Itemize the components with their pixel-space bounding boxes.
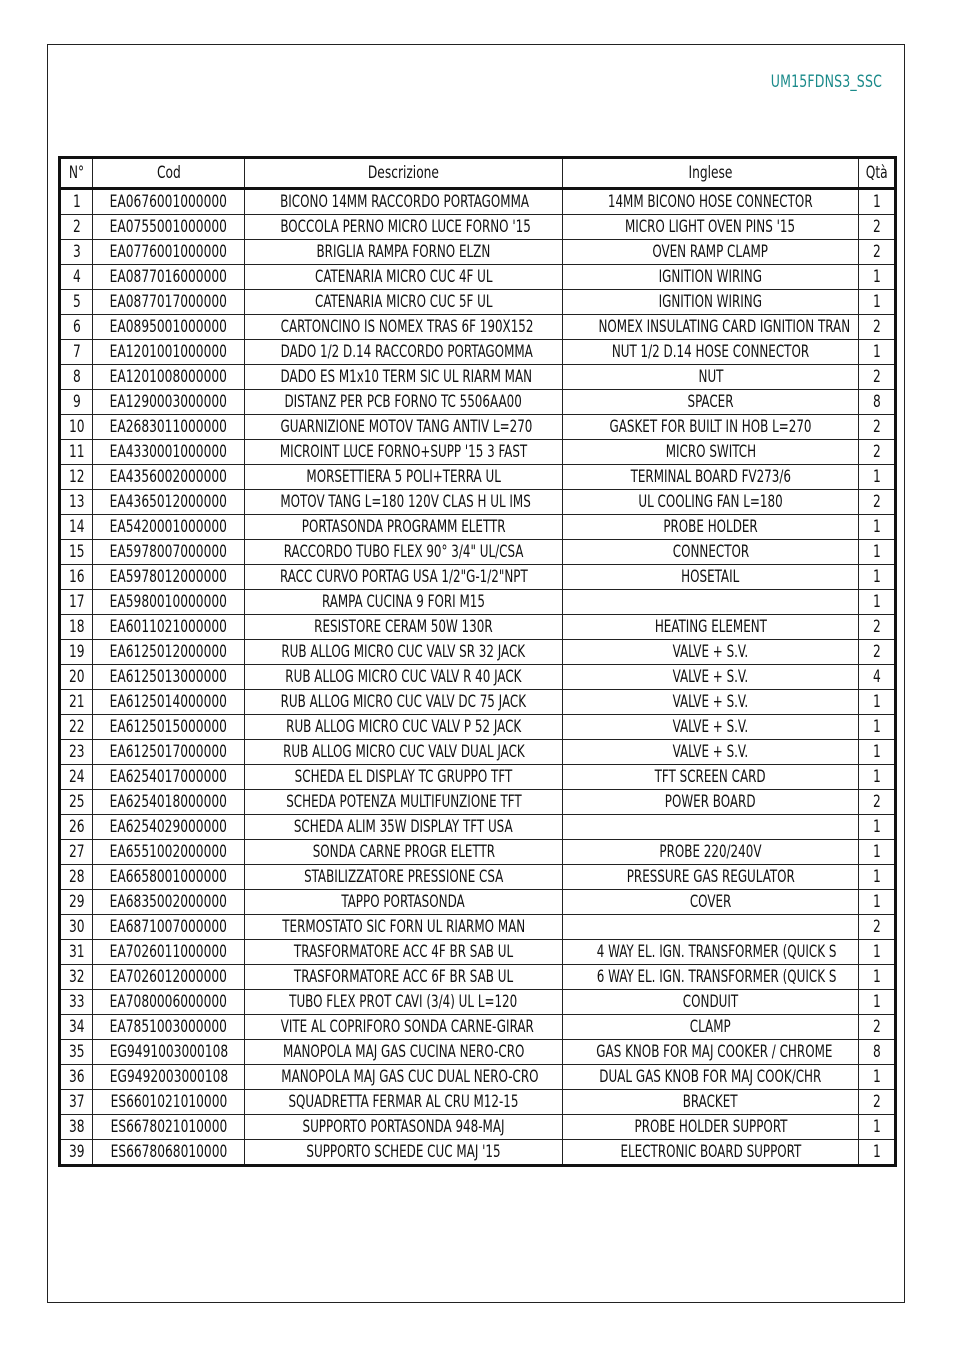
cell-code: EA5978007000000 <box>93 540 245 565</box>
cell-description: MOTOV TANG L=180 120V CLAS H UL IMS <box>245 490 563 515</box>
cell-code: EA6254029000000 <box>93 815 245 840</box>
table-row <box>60 740 896 765</box>
table-row <box>60 640 896 665</box>
cell-code: EA4365012000000 <box>93 490 245 515</box>
cell-code: EA6011021000000 <box>93 615 245 640</box>
cell-description: TERMOSTATO SIC FORN UL RIARMO MAN <box>245 915 563 940</box>
cell-code: EA7026011000000 <box>93 940 245 965</box>
cell-code: EA0676001000000 <box>93 189 245 215</box>
document-code: UM15FDNS3_SSC <box>770 72 882 92</box>
table-row <box>60 790 896 815</box>
table-row <box>60 490 896 515</box>
cell-number: 1 <box>60 189 93 215</box>
cell-description: SCHEDA EL DISPLAY TC GRUPPO TFT <box>245 765 563 790</box>
table-row <box>60 915 896 940</box>
cell-description: DADO 1/2 D.14 RACCORDO PORTAGOMMA <box>245 340 563 365</box>
cell-number: 8 <box>60 365 93 390</box>
cell-number: 22 <box>60 715 93 740</box>
cell-code: EA7026012000000 <box>93 965 245 990</box>
cell-english <box>563 590 859 615</box>
table-row <box>60 415 896 440</box>
cell-code: ES6678068010000 <box>93 1140 245 1166</box>
cell-quantity: 2 <box>859 415 896 440</box>
cell-code: EA6658001000000 <box>93 865 245 890</box>
header-number: N° <box>60 158 93 189</box>
cell-description: CARTONCINO IS NOMEX TRAS 6F 190X152 <box>245 315 563 340</box>
cell-quantity: 2 <box>859 240 896 265</box>
cell-english: GASKET FOR BUILT IN HOB L=270 <box>563 415 859 440</box>
cell-number: 15 <box>60 540 93 565</box>
cell-number: 35 <box>60 1040 93 1065</box>
table-row <box>60 315 896 340</box>
cell-english: VALVE + S.V. <box>563 715 859 740</box>
cell-code: EA2683011000000 <box>93 415 245 440</box>
cell-number: 27 <box>60 840 93 865</box>
cell-description: DISTANZ PER PCB FORNO TC 5506AA00 <box>245 390 563 415</box>
cell-description: TRASFORMATORE ACC 6F BR SAB UL <box>245 965 563 990</box>
cell-quantity: 1 <box>859 815 896 840</box>
cell-english <box>563 815 859 840</box>
cell-english: NUT <box>563 365 859 390</box>
cell-number: 19 <box>60 640 93 665</box>
cell-number: 18 <box>60 615 93 640</box>
cell-english: CONDUIT <box>563 990 859 1015</box>
cell-number: 5 <box>60 290 93 315</box>
table-row <box>60 990 896 1015</box>
cell-description: MORSETTIERA 5 POLI+TERRA UL <box>245 465 563 490</box>
cell-quantity: 1 <box>859 940 896 965</box>
table-row <box>60 715 896 740</box>
cell-quantity: 2 <box>859 915 896 940</box>
cell-quantity: 2 <box>859 365 896 390</box>
table-row <box>60 815 896 840</box>
cell-number: 24 <box>60 765 93 790</box>
cell-code: ES6601021010000 <box>93 1090 245 1115</box>
cell-english: DUAL GAS KNOB FOR MAJ COOK/CHR <box>563 1065 859 1090</box>
cell-description: MICROINT LUCE FORNO+SUPP '15 3 FAST <box>245 440 563 465</box>
cell-code: EA4356002000000 <box>93 465 245 490</box>
table-row <box>60 540 896 565</box>
cell-quantity: 1 <box>859 765 896 790</box>
cell-quantity: 1 <box>859 540 896 565</box>
cell-number: 34 <box>60 1015 93 1040</box>
cell-code: EA5978012000000 <box>93 565 245 590</box>
table-row <box>60 965 896 990</box>
cell-number: 21 <box>60 690 93 715</box>
cell-number: 17 <box>60 590 93 615</box>
cell-english: BRACKET <box>563 1090 859 1115</box>
cell-description: STABILIZZATORE PRESSIONE CSA <box>245 865 563 890</box>
cell-code: EA4330001000000 <box>93 440 245 465</box>
cell-english: PRESSURE GAS REGULATOR <box>563 865 859 890</box>
table-row <box>60 465 896 490</box>
header-description: Descrizione <box>245 158 563 189</box>
table-row <box>60 290 896 315</box>
cell-english: 14MM BICONO HOSE CONNECTOR <box>563 189 859 215</box>
cell-english: VALVE + S.V. <box>563 665 859 690</box>
cell-number: 9 <box>60 390 93 415</box>
cell-english: MICRO SWITCH <box>563 440 859 465</box>
table-row <box>60 440 896 465</box>
table-row <box>60 615 896 640</box>
cell-code: EA6125017000000 <box>93 740 245 765</box>
cell-english: POWER BOARD <box>563 790 859 815</box>
cell-description: TUBO FLEX PROT CAVI (3/4) UL L=120 <box>245 990 563 1015</box>
cell-english: UL COOLING FAN L=180 <box>563 490 859 515</box>
table-header-row <box>60 158 896 189</box>
cell-quantity: 2 <box>859 215 896 240</box>
cell-description: MANOPOLA MAJ GAS CUCINA NERO-CRO <box>245 1040 563 1065</box>
cell-quantity: 1 <box>859 740 896 765</box>
cell-description: RUB ALLOG MICRO CUC VALV R 40 JACK <box>245 665 563 690</box>
cell-number: 32 <box>60 965 93 990</box>
table-row <box>60 1015 896 1040</box>
cell-quantity: 8 <box>859 1040 896 1065</box>
cell-code: EG9492003000108 <box>93 1065 245 1090</box>
cell-number: 39 <box>60 1140 93 1166</box>
cell-english: MICRO LIGHT OVEN PINS '15 <box>563 215 859 240</box>
cell-quantity: 1 <box>859 465 896 490</box>
cell-description: SUPPORTO SCHEDE CUC MAJ '15 <box>245 1140 563 1166</box>
cell-code: EA5980010000000 <box>93 590 245 615</box>
cell-number: 3 <box>60 240 93 265</box>
cell-quantity: 2 <box>859 790 896 815</box>
cell-english: TFT SCREEN CARD <box>563 765 859 790</box>
cell-quantity: 1 <box>859 965 896 990</box>
cell-number: 16 <box>60 565 93 590</box>
table-row <box>60 590 896 615</box>
cell-quantity: 1 <box>859 715 896 740</box>
table-row <box>60 840 896 865</box>
cell-quantity: 4 <box>859 665 896 690</box>
cell-quantity: 2 <box>859 1015 896 1040</box>
cell-quantity: 8 <box>859 390 896 415</box>
table-row <box>60 890 896 915</box>
cell-description: BRIGLIA RAMPA FORNO ELZN <box>245 240 563 265</box>
cell-code: EA5420001000000 <box>93 515 245 540</box>
cell-code: EA6254018000000 <box>93 790 245 815</box>
cell-english: ELECTRONIC BOARD SUPPORT <box>563 1140 859 1166</box>
cell-code: EA7080006000000 <box>93 990 245 1015</box>
table-row <box>60 940 896 965</box>
cell-description: SCHEDA ALIM 35W DISPLAY TFT USA <box>245 815 563 840</box>
cell-description: GUARNIZIONE MOTOV TANG ANTIV L=270 <box>245 415 563 440</box>
cell-english: PROBE 220/240V <box>563 840 859 865</box>
table-row <box>60 215 896 240</box>
cell-code: EG9491003000108 <box>93 1040 245 1065</box>
cell-number: 23 <box>60 740 93 765</box>
cell-english: HEATING ELEMENT <box>563 615 859 640</box>
cell-number: 13 <box>60 490 93 515</box>
cell-number: 26 <box>60 815 93 840</box>
cell-quantity: 1 <box>859 515 896 540</box>
cell-english: 6 WAY EL. IGN. TRANSFORMER (QUICK S <box>563 965 859 990</box>
cell-english: VALVE + S.V. <box>563 740 859 765</box>
cell-number: 20 <box>60 665 93 690</box>
cell-english: CONNECTOR <box>563 540 859 565</box>
cell-quantity: 2 <box>859 315 896 340</box>
cell-quantity: 1 <box>859 565 896 590</box>
cell-code: EA6551002000000 <box>93 840 245 865</box>
cell-english: TERMINAL BOARD FV273/6 <box>563 465 859 490</box>
cell-description: RACC CURVO PORTAG USA 1/2"G-1/2"NPT <box>245 565 563 590</box>
cell-number: 33 <box>60 990 93 1015</box>
cell-description: RUB ALLOG MICRO CUC VALV SR 32 JACK <box>245 640 563 665</box>
cell-number: 6 <box>60 315 93 340</box>
cell-english: SPACER <box>563 390 859 415</box>
cell-quantity: 2 <box>859 440 896 465</box>
cell-quantity: 1 <box>859 1115 896 1140</box>
cell-number: 38 <box>60 1115 93 1140</box>
table-row <box>60 765 896 790</box>
cell-english <box>563 915 859 940</box>
cell-code: EA6125012000000 <box>93 640 245 665</box>
cell-description: DADO ES M1x10 TERM SIC UL RIARM MAN <box>245 365 563 390</box>
cell-code: EA0877016000000 <box>93 265 245 290</box>
cell-code: ES6678021010000 <box>93 1115 245 1140</box>
cell-english: 4 WAY EL. IGN. TRANSFORMER (QUICK S <box>563 940 859 965</box>
header-english: Inglese <box>563 158 859 189</box>
cell-number: 36 <box>60 1065 93 1090</box>
cell-code: EA0755001000000 <box>93 215 245 240</box>
cell-description: BICONO 14MM RACCORDO PORTAGOMMA <box>245 189 563 215</box>
cell-description: MANOPOLA MAJ GAS CUC DUAL NERO-CRO <box>245 1065 563 1090</box>
cell-number: 4 <box>60 265 93 290</box>
cell-description: CATENARIA MICRO CUC 5F UL <box>245 290 563 315</box>
cell-code: EA1201001000000 <box>93 340 245 365</box>
cell-number: 25 <box>60 790 93 815</box>
cell-code: EA0895001000000 <box>93 315 245 340</box>
header-code: Cod <box>93 158 245 189</box>
cell-number: 37 <box>60 1090 93 1115</box>
cell-description: RESISTORE CERAM 50W 130R <box>245 615 563 640</box>
cell-number: 29 <box>60 890 93 915</box>
cell-quantity: 1 <box>859 990 896 1015</box>
cell-description: RUB ALLOG MICRO CUC VALV DUAL JACK <box>245 740 563 765</box>
cell-description: SUPPORTO PORTASONDA 948-MAJ <box>245 1115 563 1140</box>
cell-code: EA0877017000000 <box>93 290 245 315</box>
cell-description: SCHEDA POTENZA MULTIFUNZIONE TFT <box>245 790 563 815</box>
cell-description: PORTASONDA PROGRAMM ELETTR <box>245 515 563 540</box>
cell-quantity: 1 <box>859 290 896 315</box>
table-row <box>60 515 896 540</box>
cell-description: TRASFORMATORE ACC 4F BR SAB UL <box>245 940 563 965</box>
cell-description: SONDA CARNE PROGR ELETTR <box>245 840 563 865</box>
cell-description: RAMPA CUCINA 9 FORI M15 <box>245 590 563 615</box>
cell-english: IGNITION WIRING <box>563 290 859 315</box>
cell-english: OVEN RAMP CLAMP <box>563 240 859 265</box>
cell-number: 2 <box>60 215 93 240</box>
cell-quantity: 1 <box>859 340 896 365</box>
cell-code: EA6125013000000 <box>93 665 245 690</box>
table-row <box>60 390 896 415</box>
cell-english: COVER <box>563 890 859 915</box>
cell-english: GAS KNOB FOR MAJ COOKER / CHROME <box>563 1040 859 1065</box>
table-row <box>60 1040 896 1065</box>
cell-english: PROBE HOLDER <box>563 515 859 540</box>
cell-quantity: 1 <box>859 590 896 615</box>
cell-quantity: 1 <box>859 840 896 865</box>
cell-quantity: 2 <box>859 490 896 515</box>
header-quantity: Qtà <box>859 158 896 189</box>
cell-english: VALVE + S.V. <box>563 640 859 665</box>
cell-description: RACCORDO TUBO FLEX 90° 3/4" UL/CSA <box>245 540 563 565</box>
table-row <box>60 865 896 890</box>
table-row <box>60 1140 896 1166</box>
cell-quantity: 1 <box>859 189 896 215</box>
table-row <box>60 189 896 215</box>
table-row <box>60 340 896 365</box>
table-row <box>60 265 896 290</box>
cell-code: EA6125014000000 <box>93 690 245 715</box>
parts-table <box>58 156 897 1167</box>
cell-english: PROBE HOLDER SUPPORT <box>563 1115 859 1140</box>
cell-number: 28 <box>60 865 93 890</box>
cell-number: 7 <box>60 340 93 365</box>
cell-description: RUB ALLOG MICRO CUC VALV DC 75 JACK <box>245 690 563 715</box>
cell-english: VALVE + S.V. <box>563 690 859 715</box>
cell-number: 30 <box>60 915 93 940</box>
cell-english: NUT 1/2 D.14 HOSE CONNECTOR <box>563 340 859 365</box>
table-row <box>60 1090 896 1115</box>
cell-quantity: 2 <box>859 615 896 640</box>
cell-number: 10 <box>60 415 93 440</box>
cell-number: 14 <box>60 515 93 540</box>
cell-code: EA1290003000000 <box>93 390 245 415</box>
cell-description: RUB ALLOG MICRO CUC VALV P 52 JACK <box>245 715 563 740</box>
table-row <box>60 690 896 715</box>
cell-quantity: 1 <box>859 690 896 715</box>
cell-description: BOCCOLA PERNO MICRO LUCE FORNO '15 <box>245 215 563 240</box>
table-row <box>60 665 896 690</box>
cell-quantity: 1 <box>859 265 896 290</box>
table-row <box>60 365 896 390</box>
cell-description: SQUADRETTA FERMAR AL CRU M12-15 <box>245 1090 563 1115</box>
cell-code: EA1201008000000 <box>93 365 245 390</box>
cell-english: NOMEX INSULATING CARD IGNITION TRAN <box>563 315 859 340</box>
cell-quantity: 1 <box>859 1065 896 1090</box>
cell-code: EA6125015000000 <box>93 715 245 740</box>
cell-quantity: 1 <box>859 1140 896 1166</box>
cell-quantity: 1 <box>859 890 896 915</box>
cell-quantity: 2 <box>859 640 896 665</box>
cell-code: EA6254017000000 <box>93 765 245 790</box>
cell-number: 12 <box>60 465 93 490</box>
cell-description: CATENARIA MICRO CUC 4F UL <box>245 265 563 290</box>
cell-quantity: 1 <box>859 865 896 890</box>
table-row <box>60 1065 896 1090</box>
cell-number: 31 <box>60 940 93 965</box>
cell-english: IGNITION WIRING <box>563 265 859 290</box>
cell-code: EA6835002000000 <box>93 890 245 915</box>
cell-description: TAPPO PORTASONDA <box>245 890 563 915</box>
cell-description: VITE AL COPRIFORO SONDA CARNE-GIRAR <box>245 1015 563 1040</box>
cell-english: CLAMP <box>563 1015 859 1040</box>
cell-english: HOSETAIL <box>563 565 859 590</box>
cell-quantity: 2 <box>859 1090 896 1115</box>
table-row <box>60 240 896 265</box>
cell-code: EA6871007000000 <box>93 915 245 940</box>
cell-number: 11 <box>60 440 93 465</box>
cell-code: EA7851003000000 <box>93 1015 245 1040</box>
table-row <box>60 1115 896 1140</box>
cell-code: EA0776001000000 <box>93 240 245 265</box>
table-row <box>60 565 896 590</box>
